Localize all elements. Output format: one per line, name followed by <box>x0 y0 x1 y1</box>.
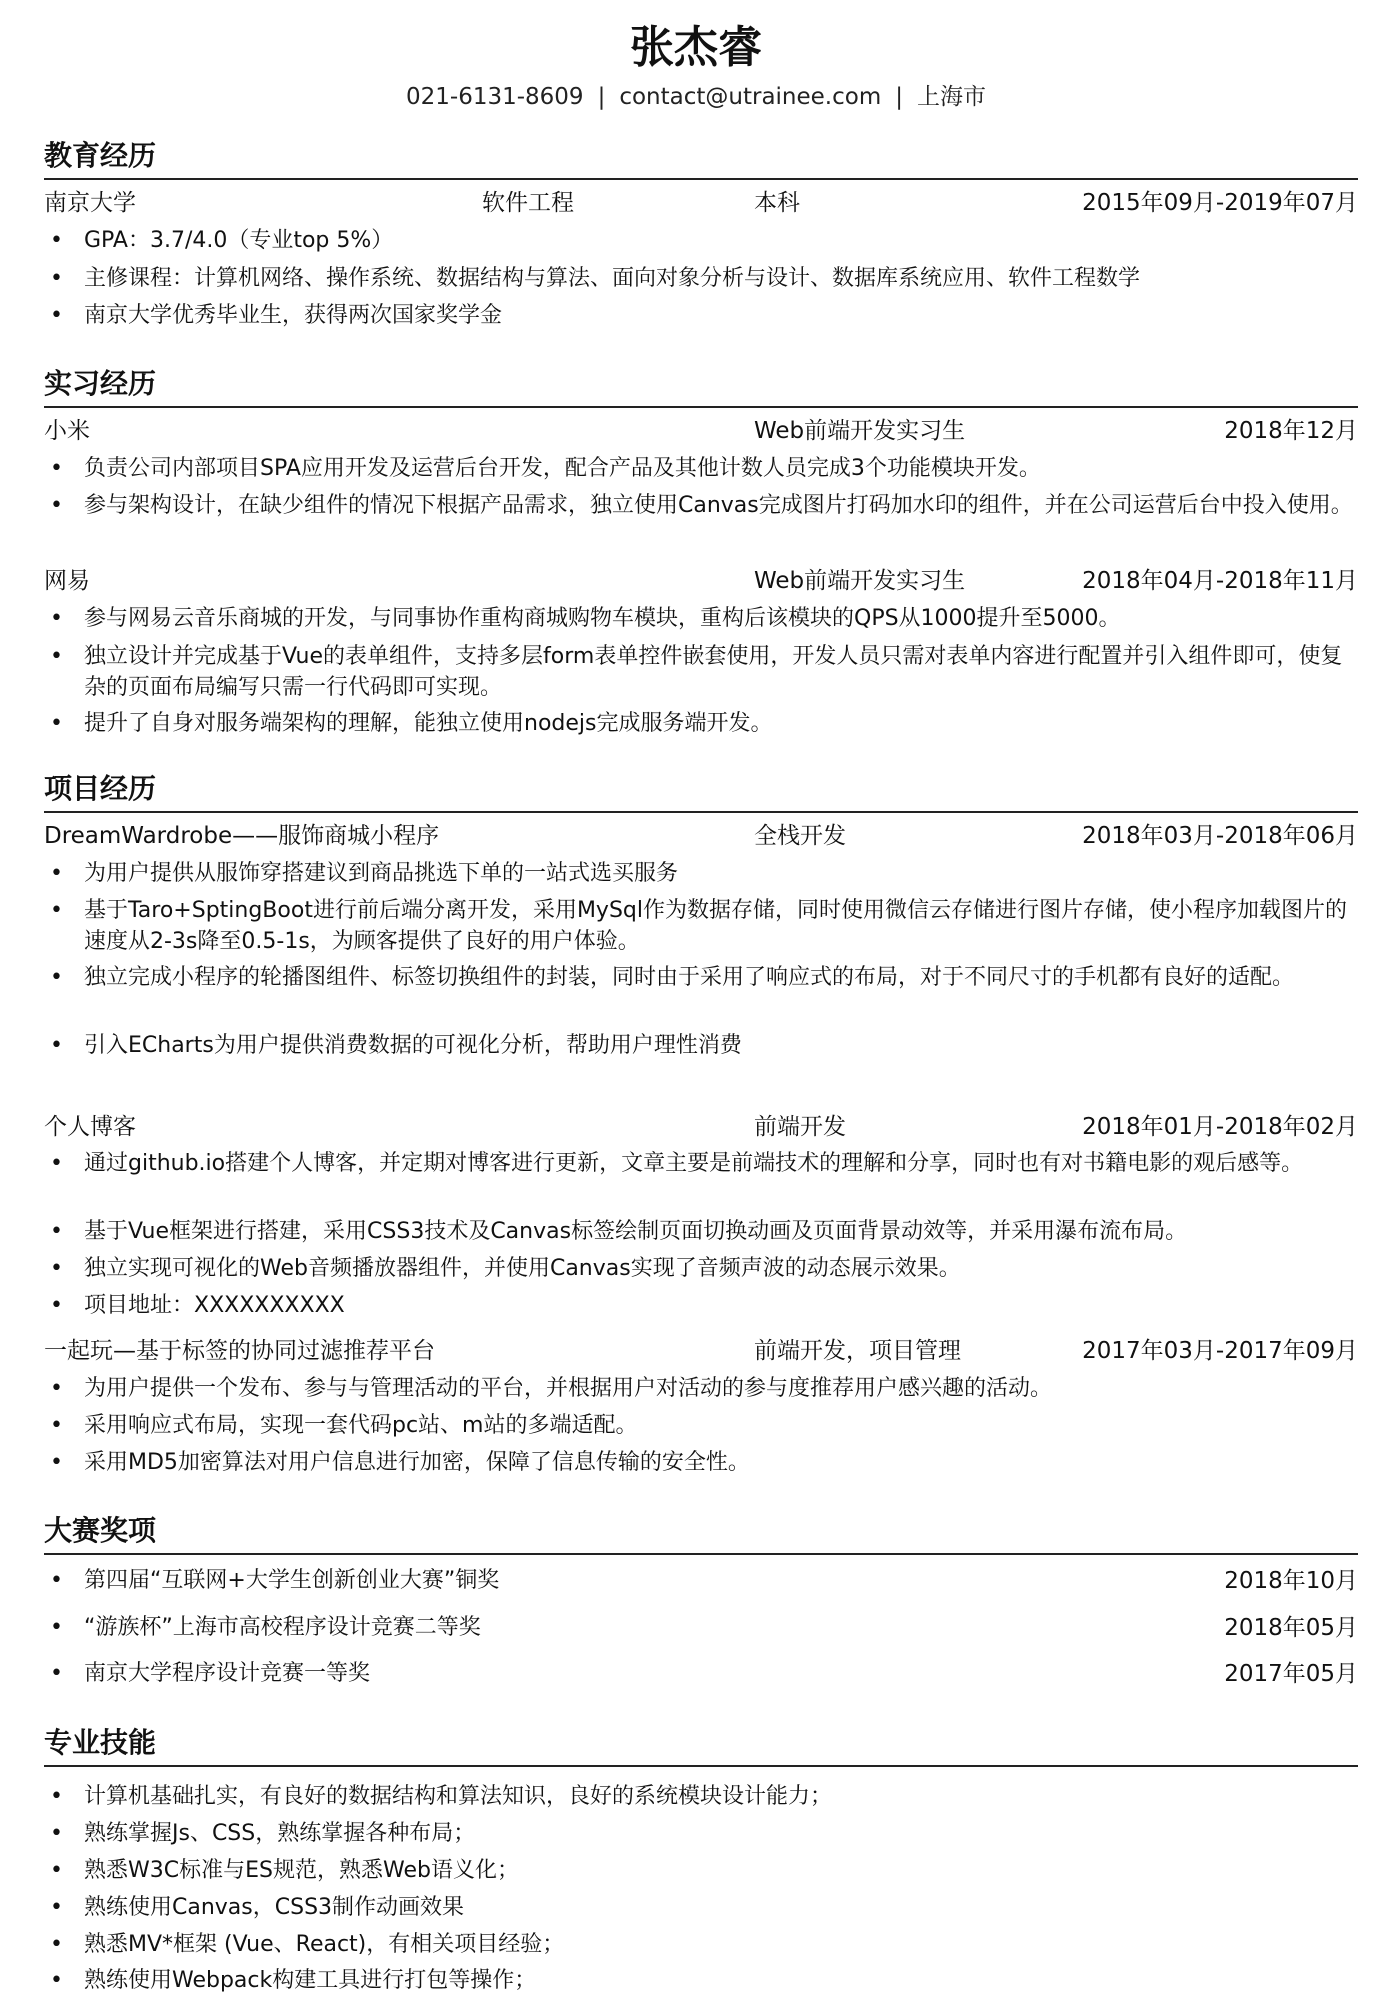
list-item: • 独立完成小程序的轮播图组件、标签切换组件的封装，同时由于采用了响应式的布局，对于不同尺寸的手机都有良好的适配。 <box>84 962 1358 993</box>
list-item: • 为用户提供从服饰穿搭建议到商品挑选下单的一站式选买服务 <box>84 858 1358 889</box>
list-item: • 熟悉W3C标准与ES规范，熟悉Web语义化； <box>84 1855 1358 1886</box>
list-item: • 采用MD5加密算法对用户信息进行加密，保障了信息传输的安全性。 <box>84 1447 1358 1478</box>
internship-row <box>44 414 1358 448</box>
list-item: • 基于Taro+SptingBoot进行前后端分离开发，采用MySql作为数据存储，同时使用微信云存储进行图片存储，使小程序加载图片的速度从2-3s降至0.5-1s，为顾客提供了良好的用户体验。 <box>84 895 1358 957</box>
separator: | <box>895 84 903 110</box>
list-item: • 提升了自身对服务端架构的理解，能独立使用nodejs完成服务端开发。 <box>84 708 1358 739</box>
list-item: • 南京大学优秀毕业生，获得两次国家奖学金 <box>84 300 1358 331</box>
project-date: 2018年01月-2018年02月 <box>1082 1114 1358 1140</box>
project-role: 全栈开发 <box>754 823 846 849</box>
degree: 本科 <box>754 190 800 216</box>
award-name: 第四届“互联网+大学生创新创业大赛”铜奖 <box>84 1568 500 1593</box>
candidate-name: 张杰睿 <box>630 22 762 73</box>
award-date: 2018年10月 <box>1224 1568 1358 1594</box>
job-date: 2018年04月-2018年11月 <box>1082 568 1358 594</box>
internship-row <box>44 564 1358 598</box>
city: 上海市 <box>917 84 986 110</box>
section-title-education: 教育经历 <box>44 137 1358 180</box>
list-item: • 项目地址：XXXXXXXXXX <box>84 1290 1358 1321</box>
project-date: 2017年03月-2017年09月 <box>1082 1338 1358 1364</box>
school-name: 南京大学 <box>44 190 136 216</box>
project-name: 个人博客 <box>44 1114 136 1140</box>
list-item: • 熟练掌握Js、CSS，熟练掌握各种布局； <box>84 1818 1358 1849</box>
job-date: 2018年12月 <box>1224 418 1358 444</box>
list-item: • 为用户提供一个发布、参与与管理活动的平台，并根据用户对活动的参与度推荐用户感兴趣的活动。 <box>84 1373 1358 1404</box>
award-date: 2018年05月 <box>1224 1615 1358 1641</box>
company-name: 小米 <box>44 418 90 444</box>
major: 软件工程 <box>482 190 574 216</box>
list-item: • 熟练使用Canvas，CSS3制作动画效果 <box>84 1892 1358 1923</box>
section-title-internship: 实习经历 <box>44 365 1358 408</box>
list-item: • 基于Vue框架进行搭建，采用CSS3技术及Canvas标签绘制页面切换动画及页面背景动效等，并采用瀑布流布局。 <box>84 1216 1358 1247</box>
project-date: 2018年03月-2018年06月 <box>1082 823 1358 849</box>
list-item: • 熟练使用Webpack构建工具进行打包等操作； <box>84 1965 1358 1996</box>
award-name: 南京大学程序设计竞赛一等奖 <box>84 1661 371 1686</box>
award-date: 2017年05月 <box>1224 1661 1358 1687</box>
list-item: • 参与网易云音乐商城的开发，与同事协作重构商城购物车模块，重构后该模块的QPS从1000提升至5000。 <box>84 603 1358 634</box>
list-item: • 独立设计并完成基于Vue的表单组件，支持多层form表单控件嵌套使用，开发人员只需对表单内容进行配置并引入组件即可，使复杂的页面布局编写只需一行代码即可实现。 <box>84 641 1358 703</box>
award-name: “游族杯”上海市高校程序设计竞赛二等奖 <box>84 1615 481 1640</box>
education-row <box>44 186 1358 220</box>
list-item: • 独立实现可视化的Web音频播放器组件，并使用Canvas实现了音频声波的动态展示效果。 <box>84 1253 1358 1284</box>
list-item: • 负责公司内部项目SPA应用开发及运营后台开发，配合产品及其他计数人员完成3个功能模块开发。 <box>84 453 1358 484</box>
job-role: Web前端开发实习生 <box>754 418 966 444</box>
job-role: Web前端开发实习生 <box>754 568 966 594</box>
contact-line <box>0 80 1392 114</box>
project-name: 一起玩—基于标签的协同过滤推荐平台 <box>44 1338 435 1364</box>
list-item: • 熟悉MV*框架 (Vue、React)，有相关项目经验； <box>84 1929 1358 1960</box>
phone-number: 021-6131-8609 <box>406 84 584 110</box>
list-item: • 计算机基础扎实，有良好的数据结构和算法知识，良好的系统模块设计能力； <box>84 1781 1358 1812</box>
email-address: contact@utrainee.com <box>619 84 882 110</box>
list-item: • 通过github.io搭建个人博客，并定期对博客进行更新，文章主要是前端技术的理解和分享，同时也有对书籍电影的观后感等。 <box>84 1148 1358 1179</box>
separator: | <box>597 84 606 110</box>
award-item <box>84 1657 1358 1691</box>
section-title-skills: 专业技能 <box>44 1724 1358 1767</box>
section-title-projects: 项目经历 <box>44 770 1358 813</box>
list-item: • 参与架构设计，在缺少组件的情况下根据产品需求，独立使用Canvas完成图片打码加水印的组件，并在公司运营后台中投入使用。 <box>84 490 1358 521</box>
project-name: DreamWardrobe——服饰商城小程序 <box>44 823 440 849</box>
company-name: 网易 <box>44 568 90 594</box>
project-row <box>44 1334 1358 1368</box>
list-item: • 主修课程：计算机网络、操作系统、数据结构与算法、面向对象分析与设计、数据库系统应用、软件工程数学 <box>84 263 1358 294</box>
list-item: • 采用响应式布局，实现一套代码pc站、m站的多端适配。 <box>84 1410 1358 1441</box>
project-role: 前端开发 <box>754 1114 846 1140</box>
project-row <box>44 1110 1358 1144</box>
education-date: 2015年09月-2019年07月 <box>1082 190 1358 216</box>
award-item <box>84 1611 1358 1645</box>
list-item: • GPA：3.7/4.0（专业top 5%） <box>84 225 1358 256</box>
project-role: 前端开发，项目管理 <box>754 1338 961 1364</box>
award-item <box>84 1564 1358 1598</box>
project-row <box>44 819 1358 853</box>
list-item: • 引入ECharts为用户提供消费数据的可视化分析，帮助用户理性消费 <box>84 1030 1358 1061</box>
section-title-awards: 大赛奖项 <box>44 1512 1358 1555</box>
